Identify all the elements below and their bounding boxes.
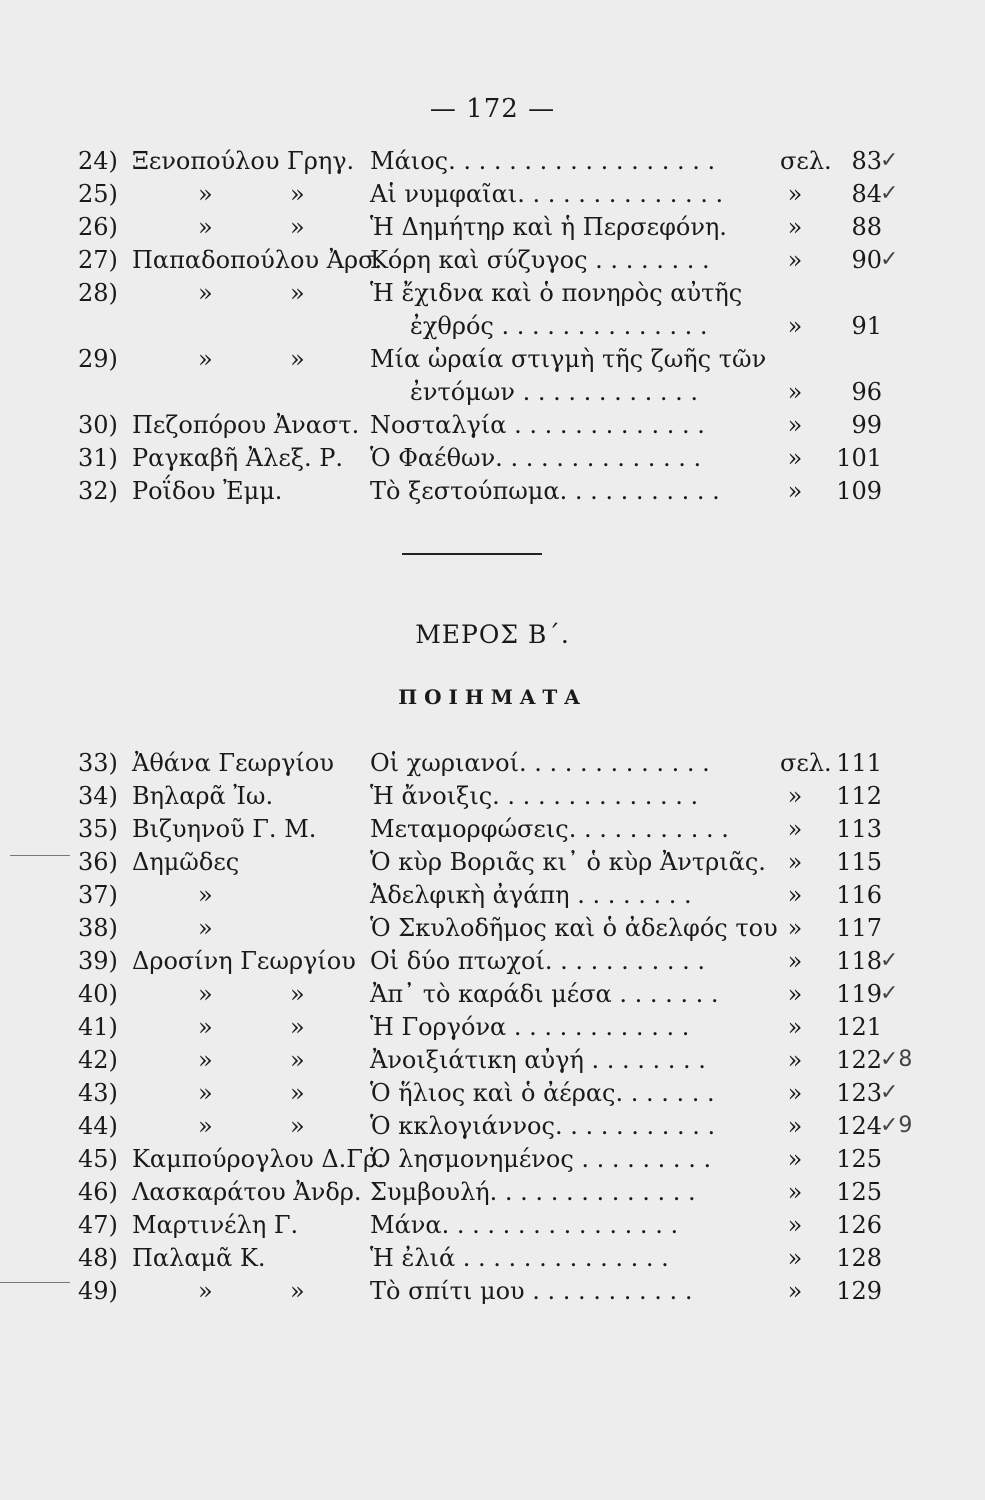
toc-entry: [0, 144, 985, 178]
page-prefix: »: [787, 180, 803, 208]
handwritten-check: ✓: [880, 981, 899, 1006]
toc-entry: [0, 309, 985, 343]
entry-page: 84: [851, 180, 882, 208]
entry-number: 25): [78, 180, 118, 208]
entry-number: 39): [78, 947, 118, 975]
entry-author: Δημῶδες: [132, 848, 240, 876]
margin-scribble: [0, 1282, 70, 1283]
ditto-mark: »: [198, 213, 213, 241]
entry-page: 91: [851, 312, 882, 340]
page-prefix: »: [787, 1112, 803, 1140]
page-prefix: »: [787, 312, 803, 340]
ditto-mark: »: [198, 914, 213, 942]
entry-number: 24): [78, 147, 118, 175]
ditto-mark: »: [198, 279, 213, 307]
entry-page: 126: [836, 1211, 882, 1239]
part-heading: ΜΕΡΟΣ Β΄.: [415, 620, 570, 649]
entry-title: Οἱ χωριανοί. . . . . . . . . . . . .: [370, 749, 710, 777]
ditto-mark: »: [290, 1277, 305, 1305]
page-prefix: »: [787, 1013, 803, 1041]
entry-number: 35): [78, 815, 118, 843]
page-prefix: »: [787, 1145, 803, 1173]
ditto-mark: »: [290, 1046, 305, 1074]
page-prefix: σελ.: [780, 147, 832, 175]
entry-page: 83: [851, 147, 882, 175]
toc-entry: [0, 1043, 985, 1077]
ditto-mark: »: [290, 345, 305, 373]
ditto-mark: »: [198, 1112, 213, 1140]
entry-number: 40): [78, 980, 118, 1008]
entry-number: 41): [78, 1013, 118, 1041]
margin-scribble: [10, 855, 70, 856]
entry-number: 31): [78, 444, 118, 472]
toc-entry: [0, 911, 985, 945]
entry-author: Βηλαρᾶ Ἰω.: [132, 782, 274, 810]
entry-page: 124: [836, 1112, 882, 1140]
entry-author: Καμπούρογλου Δ.Γρ.: [132, 1145, 385, 1173]
page-prefix: »: [787, 246, 803, 274]
entry-title: Ὁ λησμονημένος . . . . . . . . .: [370, 1145, 712, 1173]
entry-title: Ἡ Δημήτηρ καὶ ἡ Περσεφόνη.: [370, 213, 727, 241]
ditto-mark: »: [198, 881, 213, 909]
handwritten-check: ✓9: [880, 1113, 913, 1138]
toc-entry: [0, 779, 985, 813]
page-prefix: »: [787, 477, 803, 505]
entry-number: 44): [78, 1112, 118, 1140]
ditto-mark: »: [198, 345, 213, 373]
ditto-mark: »: [290, 180, 305, 208]
page-prefix: »: [787, 1079, 803, 1107]
toc-entry: [0, 243, 985, 277]
entry-number: 48): [78, 1244, 118, 1272]
entry-page: 101: [836, 444, 882, 472]
entry-page: 117: [836, 914, 882, 942]
entry-page: 88: [851, 213, 882, 241]
entry-number: 42): [78, 1046, 118, 1074]
page-prefix: »: [787, 881, 803, 909]
toc-entry: [0, 977, 985, 1011]
entry-author: Ξενοπούλου Γρηγ.: [132, 147, 355, 175]
section-subheading: ΠΟΙΗΜΑΤΑ: [398, 685, 587, 709]
toc-entry: [0, 177, 985, 211]
entry-page: 128: [836, 1244, 882, 1272]
entry-title: Αἱ νυμφαῖαι. . . . . . . . . . . . . .: [370, 180, 724, 208]
ditto-mark: »: [290, 213, 305, 241]
toc-entry: [0, 1109, 985, 1143]
handwritten-check: ✓: [880, 181, 899, 206]
toc-entry: [0, 276, 985, 310]
entry-title: Κόρη καὶ σύζυγος . . . . . . . .: [370, 246, 710, 274]
entry-page: 113: [836, 815, 882, 843]
entry-author: Ραγκαβῆ Ἀλεξ. Ρ.: [132, 444, 344, 472]
entry-number: 36): [78, 848, 118, 876]
entry-title: Ὁ κκλογιάννος. . . . . . . . . . .: [370, 1112, 716, 1140]
page-prefix: »: [787, 782, 803, 810]
entry-number: 43): [78, 1079, 118, 1107]
toc-entry: [0, 1175, 985, 1209]
toc-entry: [0, 845, 985, 879]
entry-title: Ἀδελφικὴ ἀγάπη . . . . . . . .: [370, 881, 692, 909]
toc-entry: [0, 1208, 985, 1242]
page-prefix: »: [787, 848, 803, 876]
entry-title: Ὁ ἥλιος καὶ ὁ ἀέρας. . . . . . .: [370, 1079, 715, 1107]
entry-title: Ὁ κὺρ Βοριᾶς κι᾽ ὁ κὺρ Ἀντριᾶς.: [370, 848, 766, 876]
page-prefix: »: [787, 1211, 803, 1239]
entry-author: Πεζοπόρου Ἀναστ.: [132, 411, 360, 439]
ditto-mark: »: [198, 180, 213, 208]
entry-title: ἐντόμων . . . . . . . . . . . .: [410, 378, 699, 406]
ditto-mark: »: [198, 1277, 213, 1305]
entry-title: Ὁ Σκυλοδῆμος καὶ ὁ ἀδελφός του: [370, 914, 778, 942]
entry-title: Μάιος. . . . . . . . . . . . . . . . . .: [370, 147, 716, 175]
ditto-mark: »: [290, 980, 305, 1008]
toc-entry: [0, 375, 985, 409]
entry-page: 119: [836, 980, 882, 1008]
ditto-mark: »: [198, 1079, 213, 1107]
handwritten-check: ✓: [880, 948, 899, 973]
ditto-mark: »: [198, 1013, 213, 1041]
handwritten-check: ✓: [880, 247, 899, 272]
page-prefix: »: [787, 411, 803, 439]
entry-page: 121: [836, 1013, 882, 1041]
entry-title: Ἡ ἔχιδνα καὶ ὁ πονηρὸς αὐτῆς: [370, 279, 743, 307]
entry-title: Ὁ Φαέθων. . . . . . . . . . . . . .: [370, 444, 702, 472]
entry-number: 32): [78, 477, 118, 505]
toc-entry: [0, 812, 985, 846]
ditto-mark: »: [198, 1046, 213, 1074]
page-prefix: »: [787, 1046, 803, 1074]
toc-entry: [0, 944, 985, 978]
toc-entry: [0, 408, 985, 442]
entry-title: Ἡ ἄνοιξις. . . . . . . . . . . . . .: [370, 782, 699, 810]
entry-title: Οἱ δύο πτωχοί. . . . . . . . . . .: [370, 947, 706, 975]
entry-number: 46): [78, 1178, 118, 1206]
ditto-mark: »: [290, 279, 305, 307]
entry-author: Παλαμᾶ Κ.: [132, 1244, 266, 1272]
toc-entry: [0, 1241, 985, 1275]
toc-entry: [0, 342, 985, 376]
toc-entry: [0, 1076, 985, 1110]
entry-title: ἐχθρός . . . . . . . . . . . . . .: [410, 312, 708, 340]
entry-page: 118: [836, 947, 882, 975]
entry-page: 99: [851, 411, 882, 439]
entry-title: Ἡ ἐλιά . . . . . . . . . . . . . .: [370, 1244, 669, 1272]
entry-number: 34): [78, 782, 118, 810]
page-prefix: »: [787, 1277, 803, 1305]
entry-number: 47): [78, 1211, 118, 1239]
entry-number: 45): [78, 1145, 118, 1173]
entry-title: Ἀπ᾽ τὸ καράδι μέσα . . . . . . .: [370, 980, 719, 1008]
handwritten-check: ✓8: [880, 1047, 913, 1072]
page-prefix: »: [787, 815, 803, 843]
entry-number: 49): [78, 1277, 118, 1305]
entry-author: Μαρτινέλη Γ.: [132, 1211, 299, 1239]
ditto-mark: »: [290, 1079, 305, 1107]
entry-number: 37): [78, 881, 118, 909]
entry-page: 90: [851, 246, 882, 274]
entry-title: Μεταμορφώσεις. . . . . . . . . . .: [370, 815, 729, 843]
page-prefix: »: [787, 980, 803, 1008]
entry-title: Νοσταλγία . . . . . . . . . . . . .: [370, 411, 705, 439]
entry-author: Παπαδοπούλου Ἀρσ.: [132, 246, 383, 274]
entry-author: Βιζυηνοῦ Γ. Μ.: [132, 815, 317, 843]
entry-title: Τὸ σπίτι μου . . . . . . . . . . .: [370, 1277, 693, 1305]
handwritten-check: ✓: [880, 1080, 899, 1105]
ditto-mark: »: [198, 980, 213, 1008]
ditto-mark: »: [290, 1013, 305, 1041]
entry-page: 115: [836, 848, 882, 876]
entry-title: Τὸ ξεστούπωμα. . . . . . . . . . .: [370, 477, 720, 505]
entry-number: 38): [78, 914, 118, 942]
entry-page: 96: [851, 378, 882, 406]
toc-entry: [0, 474, 985, 508]
entry-author: Λασκαράτου Ἀνδρ.: [132, 1178, 362, 1206]
page-prefix: »: [787, 914, 803, 942]
toc-entry: [0, 441, 985, 475]
entry-title: Μία ὡραία στιγμὴ τῆς ζωῆς τῶν: [370, 345, 767, 373]
entry-title: Ἀνοιξιάτικη αὐγή . . . . . . . .: [370, 1046, 706, 1074]
entry-page: 109: [836, 477, 882, 505]
handwritten-check: ✓: [880, 148, 899, 173]
page-prefix: »: [787, 213, 803, 241]
page-prefix: »: [787, 444, 803, 472]
entry-page: 123: [836, 1079, 882, 1107]
toc-entry: [0, 1274, 985, 1308]
page-prefix: »: [787, 378, 803, 406]
entry-number: 27): [78, 246, 118, 274]
entry-page: 112: [836, 782, 882, 810]
entry-title: Ἡ Γοργόνα . . . . . . . . . . . .: [370, 1013, 690, 1041]
page-prefix: σελ.: [780, 749, 832, 777]
entry-number: 28): [78, 279, 118, 307]
page-prefix: »: [787, 947, 803, 975]
entry-page: 111: [836, 749, 882, 777]
entry-page: 122: [836, 1046, 882, 1074]
entry-author: Δροσίνη Γεωργίου: [132, 947, 356, 975]
toc-entry: [0, 1010, 985, 1044]
section-divider: [402, 553, 542, 555]
entry-author: Ἀθάνα Γεωργίου: [132, 749, 334, 777]
entry-page: 125: [836, 1178, 882, 1206]
entry-page: 116: [836, 881, 882, 909]
toc-entry: [0, 1142, 985, 1176]
entry-number: 29): [78, 345, 118, 373]
entry-number: 26): [78, 213, 118, 241]
entry-number: 33): [78, 749, 118, 777]
entry-page: 129: [836, 1277, 882, 1305]
toc-entry: [0, 878, 985, 912]
entry-title: Μάνα. . . . . . . . . . . . . . . .: [370, 1211, 679, 1239]
entry-author: Ροΐδου Ἐμμ.: [132, 477, 283, 505]
page-number: — 172 —: [429, 94, 556, 124]
entry-page: 125: [836, 1145, 882, 1173]
page-prefix: »: [787, 1244, 803, 1272]
toc-entry: [0, 210, 985, 244]
toc-entry: [0, 746, 985, 780]
ditto-mark: »: [290, 1112, 305, 1140]
entry-number: 30): [78, 411, 118, 439]
page-prefix: »: [787, 1178, 803, 1206]
entry-title: Συμβουλή. . . . . . . . . . . . . .: [370, 1178, 696, 1206]
